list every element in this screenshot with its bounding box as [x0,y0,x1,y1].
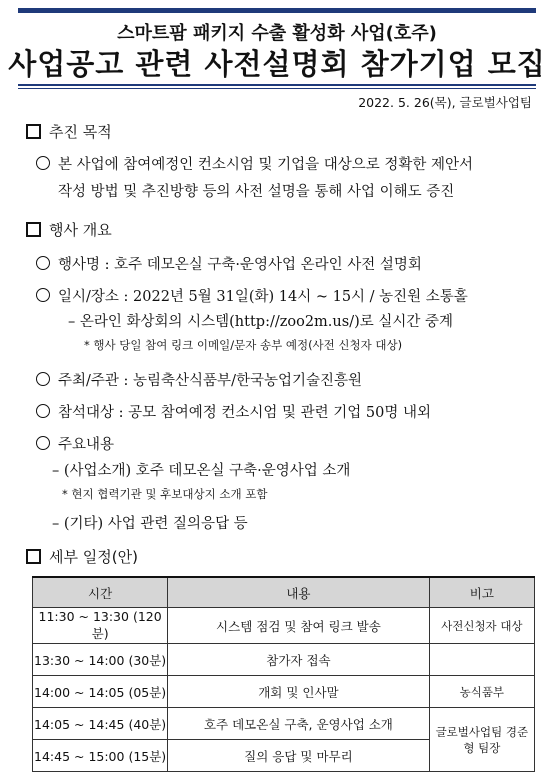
circle-bullet-icon [36,372,50,386]
cell-time: 13:30 ~ 14:00 (30분) [33,644,168,676]
section-heading-overview [26,219,112,240]
table-header-row [33,577,535,608]
cell-content: 호주 데모온실 구축, 운영사업 소개 [168,708,429,740]
cell-content: 시스템 점검 및 참여 링크 발송 [168,608,429,644]
document-subtitle: 스마트팜 패키지 수출 활성화 사업(호주) [117,23,437,44]
document-title: 사업공고 관련 사전설명회 참가기업 모집 [8,47,546,81]
title-rule-thin [18,88,536,89]
column-header-content: 내용 [168,577,429,608]
cell-note: 농식품부 [429,676,534,708]
cell-content: 개회 및 인사말 [168,676,429,708]
cell-note: 글로벌사업팀 경준형 팀장 [429,708,534,772]
overview-contents-label: 주요내용 [36,433,114,454]
section-label: 세부 일정(안) [49,548,138,566]
title-rule [18,84,536,86]
table-row [33,708,535,740]
square-bullet-icon [26,549,41,564]
section-label: 행사 개요 [49,221,112,239]
overview-content-2: – (기타) 사업 관련 질의응답 등 [52,516,248,532]
overview-content-1-note: * 현지 협력기관 및 후보대상지 소개 포함 [62,487,268,501]
document-date: 2022. 5. 26(목), 글로벌사업팀 [358,95,532,110]
section-heading-schedule [26,546,138,567]
purpose-line-1: 본 사업에 참여예정인 컨소시엄 및 기업을 대상으로 정확한 제안서 [36,153,473,174]
cell-time: 14:05 ~ 14:45 (40분) [33,708,168,740]
column-header-note: 비고 [429,577,534,608]
cell-time: 11:30 ~ 13:30 (120분) [33,608,168,644]
cell-time: 14:45 ~ 15:00 (15분) [33,740,168,772]
circle-bullet-icon [36,436,50,450]
table-row [33,608,535,644]
cell-content: 질의 응답 및 마무리 [168,740,429,772]
square-bullet-icon [26,222,41,237]
purpose-line-2: 작성 방법 및 추진방향 등의 사전 설명을 통해 사업 이해도 증진 [58,184,455,200]
cell-content: 참가자 접속 [168,644,429,676]
overview-online-note: * 행사 당일 참여 링크 이메일/문자 송부 예정(사전 신청자 대상) [84,338,403,352]
cell-note [429,644,534,676]
section-label: 추진 목적 [49,123,112,141]
table-row [33,676,535,708]
cell-time: 14:00 ~ 14:05 (05분) [33,676,168,708]
schedule-table [32,576,535,772]
overview-host: 주최/주관 : 농림축산식품부/한국농업기술진흥원 [36,369,362,390]
circle-bullet-icon [36,256,50,270]
section-heading-purpose [26,121,112,142]
overview-datetime: 일시/장소 : 2022년 5월 31일(화) 14시 ~ 15시 / 농진원 소통홀 [36,285,468,306]
column-header-time: 시간 [33,577,168,608]
overview-event-name: 행사명 : 호주 데모온실 구축·운영사업 온라인 사전 설명회 [36,253,422,274]
square-bullet-icon [26,124,41,139]
circle-bullet-icon [36,404,50,418]
circle-bullet-icon [36,288,50,302]
top-accent-bar [18,8,536,13]
circle-bullet-icon [36,156,50,170]
cell-note: 사전신청자 대상 [429,608,534,644]
overview-content-1: – (사업소개) 호주 데모온실 구축·운영사업 소개 [52,463,351,479]
table-row [33,644,535,676]
overview-participants: 참석대상 : 공모 참여예정 컨소시엄 및 관련 기업 50명 내외 [36,401,431,422]
overview-online: – 온라인 화상회의 시스템(http://zoo2m.us/)로 실시간 중계 [68,314,453,330]
